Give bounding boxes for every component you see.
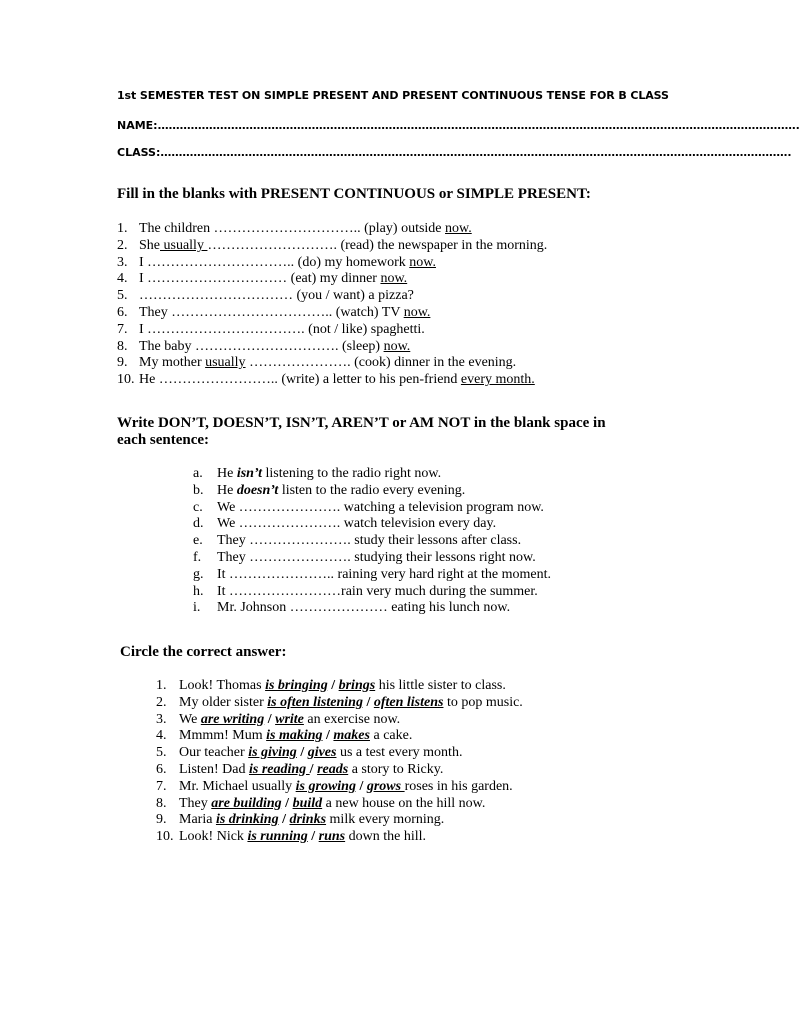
example-answer: isn’t — [236, 466, 262, 481]
item-letter: c. — [193, 499, 203, 515]
underlined-word: now. — [409, 254, 436, 270]
item-text: I ……………………………. (not / like) spaghetti. — [139, 321, 425, 337]
option-simple: makes — [333, 728, 370, 744]
option-simple: runs — [318, 829, 346, 845]
item-number: 10. — [117, 372, 135, 388]
section2-title — [117, 415, 606, 449]
item-text: It ……………………rain very much during the summer. — [217, 583, 538, 599]
blank-item — [193, 550, 536, 566]
underlined-word: now. — [445, 221, 472, 236]
item-text: He …………………….. (write) a letter to his pen-friend — [139, 372, 461, 388]
fill-item — [117, 305, 430, 321]
option-separator: / — [309, 762, 318, 777]
option-separator: / — [327, 678, 339, 693]
item-text: They …………………. study their lessons after class. — [217, 533, 522, 549]
item-number: 8. — [117, 338, 128, 354]
blank-item — [193, 533, 521, 549]
item-number: 4. — [117, 271, 128, 287]
item-number: 9. — [156, 812, 167, 828]
item-text-end: listening to the radio right now. — [261, 466, 442, 481]
item-text: Look! Thomas — [179, 678, 266, 693]
choice-item — [156, 812, 444, 828]
item-text: They — [179, 795, 212, 811]
item-text: He — [217, 482, 237, 498]
item-text-end: a new house on the hill now. — [322, 795, 486, 811]
choice-item — [156, 712, 400, 728]
choice-item — [156, 745, 462, 761]
item-letter: a. — [193, 466, 203, 481]
choice-item — [156, 779, 513, 795]
option-continuous: is drinking — [215, 812, 279, 828]
fill-item — [117, 271, 407, 287]
item-letter: g. — [193, 566, 204, 582]
name-line — [117, 119, 800, 132]
option-simple: drinks — [289, 812, 327, 828]
item-number: 6. — [117, 305, 128, 320]
blank-item — [193, 584, 538, 600]
option-separator: / — [278, 812, 290, 828]
item-text: The children ………………………….. (play) outside — [139, 221, 446, 236]
option-separator: / — [296, 745, 308, 761]
item-number: 8. — [156, 795, 167, 811]
item-text: My older sister — [179, 694, 268, 710]
item-number: 7. — [156, 778, 167, 794]
option-separator: / — [281, 795, 293, 811]
item-number: 10. — [156, 829, 174, 845]
option-continuous: is reading — [248, 762, 310, 777]
item-text-end: an exercise now. — [303, 711, 401, 727]
fill-item — [117, 221, 472, 237]
option-continuous: are building — [211, 795, 282, 811]
option-continuous: is giving — [248, 745, 297, 761]
item-text: Mr. Johnson ………………… eating his lunch now. — [217, 600, 511, 616]
item-text: He — [217, 466, 237, 481]
blank-item — [193, 600, 510, 616]
item-text-end: a cake. — [369, 728, 413, 744]
option-simple: build — [292, 795, 323, 811]
option-continuous: are writing — [200, 711, 265, 727]
item-text: I ………………………… (eat) my dinner — [139, 271, 381, 287]
option-separator: / — [264, 711, 276, 727]
item-number: 3. — [156, 711, 167, 727]
name-blank: …………………………………………………………………………………………………………………………………………………………. — [157, 119, 800, 132]
option-separator: / — [322, 728, 334, 744]
item-text-end: roses in his garden. — [404, 778, 513, 794]
underlined-word: usually — [205, 355, 246, 371]
item-letter: e. — [193, 533, 203, 549]
example-answer: doesn’t — [236, 482, 279, 498]
underlined-word: usually — [160, 237, 208, 253]
choice-item — [156, 695, 523, 711]
item-text: The baby …………………………. (sleep) — [139, 338, 384, 354]
section3-title: Circle the correct answer: — [120, 644, 287, 660]
underlined-word: every month. — [460, 372, 535, 388]
item-letter: b. — [193, 482, 204, 498]
class-label: CLASS: — [117, 146, 161, 159]
class-line — [117, 146, 792, 159]
option-simple: grows — [366, 778, 405, 794]
fill-item — [117, 288, 414, 304]
item-number: 9. — [117, 355, 128, 371]
class-blank: ………………………………………………………………………………………………………………………………………………………. — [160, 146, 792, 159]
item-text-end: …………………. (cook) dinner in the evening. — [245, 355, 517, 371]
option-simple: gives — [307, 745, 337, 761]
option-separator: / — [355, 778, 367, 794]
item-text: They …………………. studying their lessons right now. — [217, 550, 536, 565]
option-separator: / — [362, 694, 374, 710]
item-number: 5. — [156, 745, 167, 761]
item-letter: i. — [193, 600, 201, 616]
underlined-word: now. — [403, 305, 431, 320]
item-number: 4. — [156, 728, 167, 744]
item-text: We — [179, 711, 201, 727]
section2-title-line2: each sentence: — [117, 432, 210, 448]
item-text: Mr. Michael usually — [179, 778, 296, 794]
item-number: 6. — [156, 762, 167, 777]
underlined-word: now. — [383, 338, 411, 354]
item-text-end: listen to the radio every evening. — [278, 482, 466, 498]
item-letter: h. — [193, 583, 204, 599]
option-continuous: is bringing — [265, 678, 328, 693]
item-number: 2. — [117, 237, 128, 253]
choice-item — [156, 678, 506, 694]
choice-item — [156, 796, 485, 812]
option-simple: often listens — [373, 694, 444, 710]
option-simple: write — [275, 711, 304, 727]
item-text: Maria — [179, 812, 216, 828]
underlined-word: now. — [380, 271, 408, 287]
choice-item — [156, 829, 426, 845]
option-continuous: is making — [266, 728, 323, 744]
item-number: 2. — [156, 694, 167, 710]
section2-title-line1: Write DON’T, DOESN’T, ISN’T, AREN’T or AM NOT in the blank space in — [117, 415, 606, 431]
item-text: Our teacher — [179, 745, 249, 761]
item-number: 1. — [156, 678, 167, 693]
choice-item — [156, 762, 443, 778]
fill-item — [117, 339, 410, 355]
option-simple: reads — [317, 762, 349, 777]
item-text: We …………………. watching a television program now. — [217, 499, 544, 515]
item-number: 3. — [117, 254, 128, 270]
blank-item — [193, 483, 465, 499]
item-number: 1. — [117, 221, 128, 236]
item-text: She — [139, 237, 160, 253]
choice-item — [156, 728, 412, 744]
item-text-end: down the hill. — [345, 829, 427, 845]
option-continuous: is running — [247, 829, 308, 845]
item-letter: f. — [193, 550, 202, 565]
item-text: They …………………………….. (watch) TV — [139, 305, 404, 320]
fill-item — [117, 355, 516, 371]
item-text: Look! Nick — [179, 829, 248, 845]
fill-item — [117, 238, 547, 254]
option-continuous: is growing — [295, 778, 356, 794]
option-continuous: is often listening — [267, 694, 363, 710]
test-title: 1st SEMESTER TEST ON SIMPLE PRESENT AND PRESENT CONTINUOUS TENSE FOR B CLASS — [117, 89, 669, 102]
item-text: We …………………. watch television every day. — [217, 516, 497, 532]
blank-item — [193, 466, 441, 482]
blank-item — [193, 500, 544, 516]
item-text-end: to pop music. — [443, 694, 523, 710]
item-text: It ………………….. raining very hard right at the moment. — [217, 566, 551, 582]
item-number: 7. — [117, 321, 128, 337]
name-label: NAME: — [117, 119, 158, 132]
item-text: …………………………… (you / want) a pizza? — [139, 288, 414, 304]
fill-item — [117, 255, 436, 271]
item-letter: d. — [193, 516, 204, 532]
item-text: I ………………………….. (do) my homework — [139, 254, 410, 270]
option-separator: / — [307, 829, 319, 845]
item-text-end: his little sister to class. — [375, 678, 506, 693]
option-simple: brings — [338, 678, 376, 693]
fill-item — [117, 372, 535, 388]
blank-item — [193, 567, 551, 583]
item-text: Mmmm! Mum — [179, 728, 267, 744]
item-number: 5. — [117, 288, 128, 304]
item-text-end: ………………………. (read) the newspaper in the morning. — [207, 237, 548, 253]
fill-item — [117, 322, 425, 338]
item-text-end: us a test every month. — [336, 745, 463, 761]
item-text: Listen! Dad — [179, 762, 249, 777]
item-text-end: a story to Ricky. — [348, 762, 444, 777]
item-text: My mother — [139, 355, 206, 371]
section1-title: Fill in the blanks with PRESENT CONTINUOUS or SIMPLE PRESENT: — [117, 186, 591, 202]
item-text-end: milk every morning. — [326, 812, 445, 828]
blank-item — [193, 516, 496, 532]
